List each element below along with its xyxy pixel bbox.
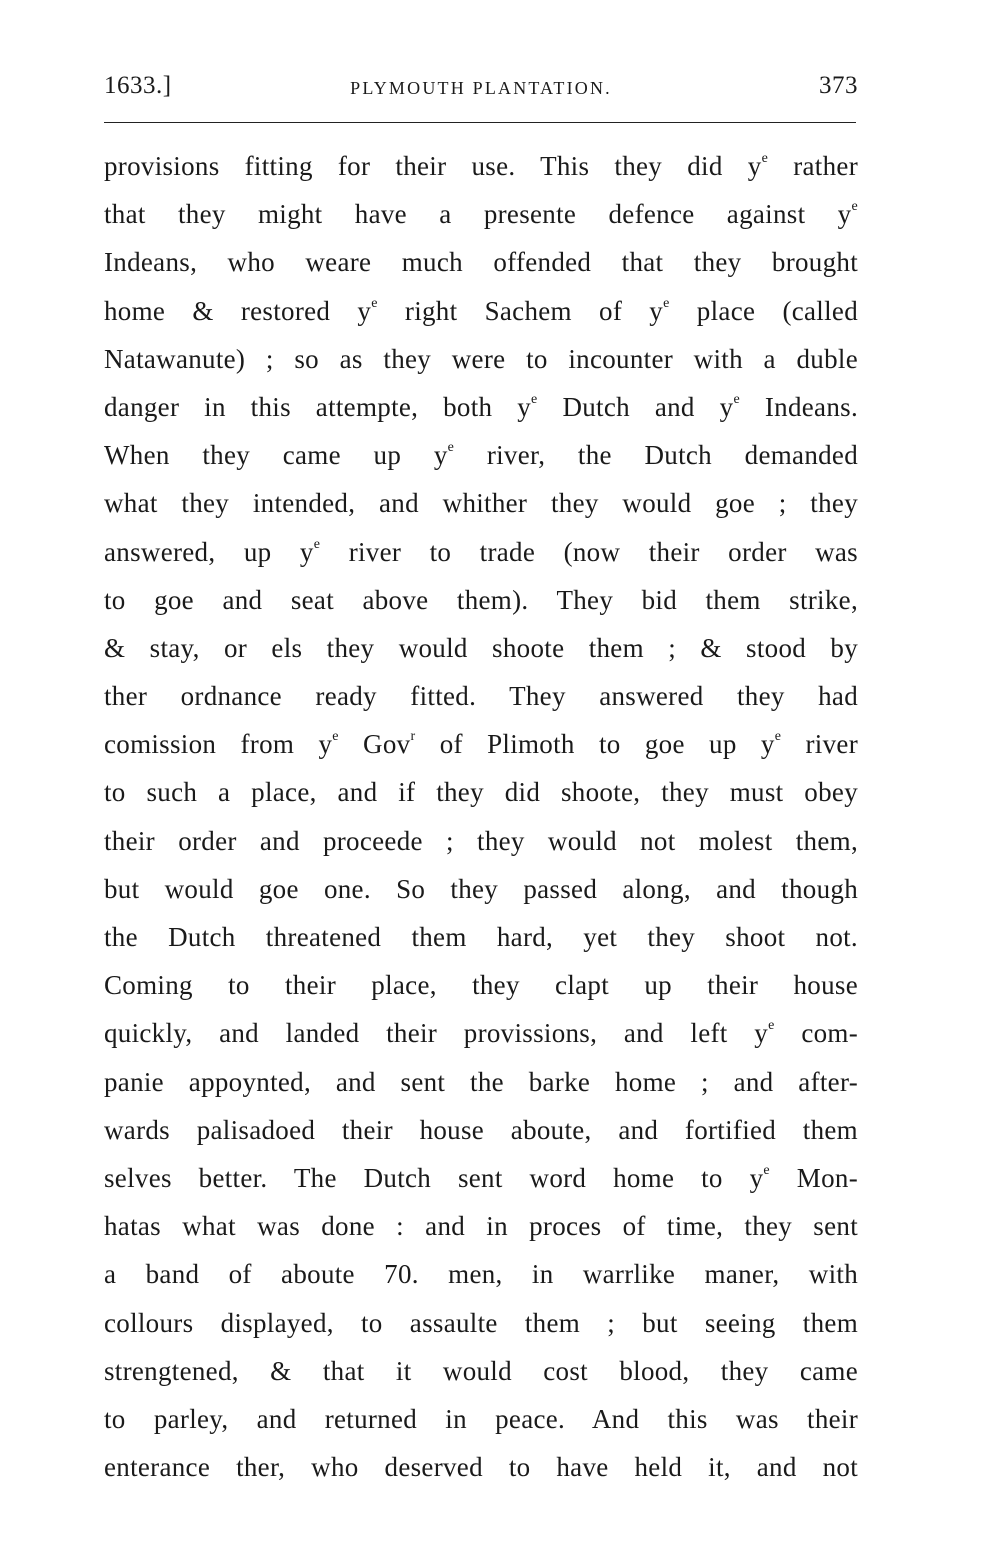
text-line: When they came up $y^e$ river, the Dutch demanded [104,440,859,471]
superscript: e [663,295,670,311]
text-line: provisions fitting for their use. This they did $y^e$ rather [104,151,858,181]
text-line: selves better. The Dutch sent word home to $y^e$ Mon- [104,1162,858,1193]
text-line: comission from $y^e$ Gov$^r$ of Plimoth to goe up $y^e$ river [104,729,858,760]
header-rule [104,122,856,123]
text-line: home & restored $y^e$ right Sachem of $y^e$ place (called [104,295,858,326]
superscript: e [313,536,321,552]
text-line: Coming to their place, they clapt up their house [104,970,858,1001]
superscript: e [733,391,740,407]
text-line: what they intended, and whither they would goe ; they [104,488,858,519]
header-year: 1633.] [104,72,172,99]
text-line: hatas what was done : and in proces of time, they sent [104,1211,858,1242]
text-line: wards palisadoed their house aboute, and fortified them [104,1114,858,1145]
text-line: that they might have a presente defence against $y^e$ [104,199,858,230]
text-line: to goe and seat above them). They bid them strike, [104,584,858,615]
text-line: a band of aboute 70. men, in warrlike maner, with [104,1259,858,1290]
superscript: e [447,440,455,456]
superscript: e [371,295,378,311]
text-line: to parley, and returned in peace. And this was their [104,1403,858,1434]
running-header [104,68,858,108]
text-line: but would goe one. So they passed along, and though [104,873,858,904]
body-text [104,142,858,1491]
superscript: e [761,151,769,166]
text-line: collours displayed, to assaulte them ; but seeing them [104,1307,858,1338]
superscript: e [768,1018,775,1034]
running-title: PLYMOUTH PLANTATION. [350,78,612,98]
superscript: e [763,1162,770,1178]
text-line: panie appoynted, and sent the barke home ; and after- [104,1066,858,1097]
text-line: enterance ther, who deserved to have held it, and not [104,1452,858,1483]
text-line: answered, up $y^e$ river to trade (now their order was [104,536,858,567]
superscript: e [531,391,538,407]
text-line: their order and proceede ; they would not molest them, [104,825,858,856]
text-line: quickly, and landed their provissions, and left $y^e$ com- [104,1018,858,1049]
text-line: to such a place, and if they did shoote, they must obey [104,777,858,808]
superscript: e [774,729,782,745]
text-line: danger in this attempte, both $y^e$ Dutch and $y^e$ Indeans. [104,391,858,422]
page-number: 373 [819,72,858,99]
superscript: r [410,729,416,745]
text-line: strengtened, & that it would cost blood, they came [104,1355,858,1386]
text-line: Natawanute) ; so as they were to incounter with a duble [104,343,858,374]
text-line: & stay, or els they would shoote them ; & stood by [104,632,858,663]
text-line: Indeans, who weare much offended that they brought [104,247,858,278]
superscript: e [851,199,858,215]
superscript: e [332,729,339,745]
text-line: the Dutch threatened them hard, yet they shoot not. [104,922,858,952]
text-line: ther ordnance ready fitted. They answered they had [104,681,858,712]
